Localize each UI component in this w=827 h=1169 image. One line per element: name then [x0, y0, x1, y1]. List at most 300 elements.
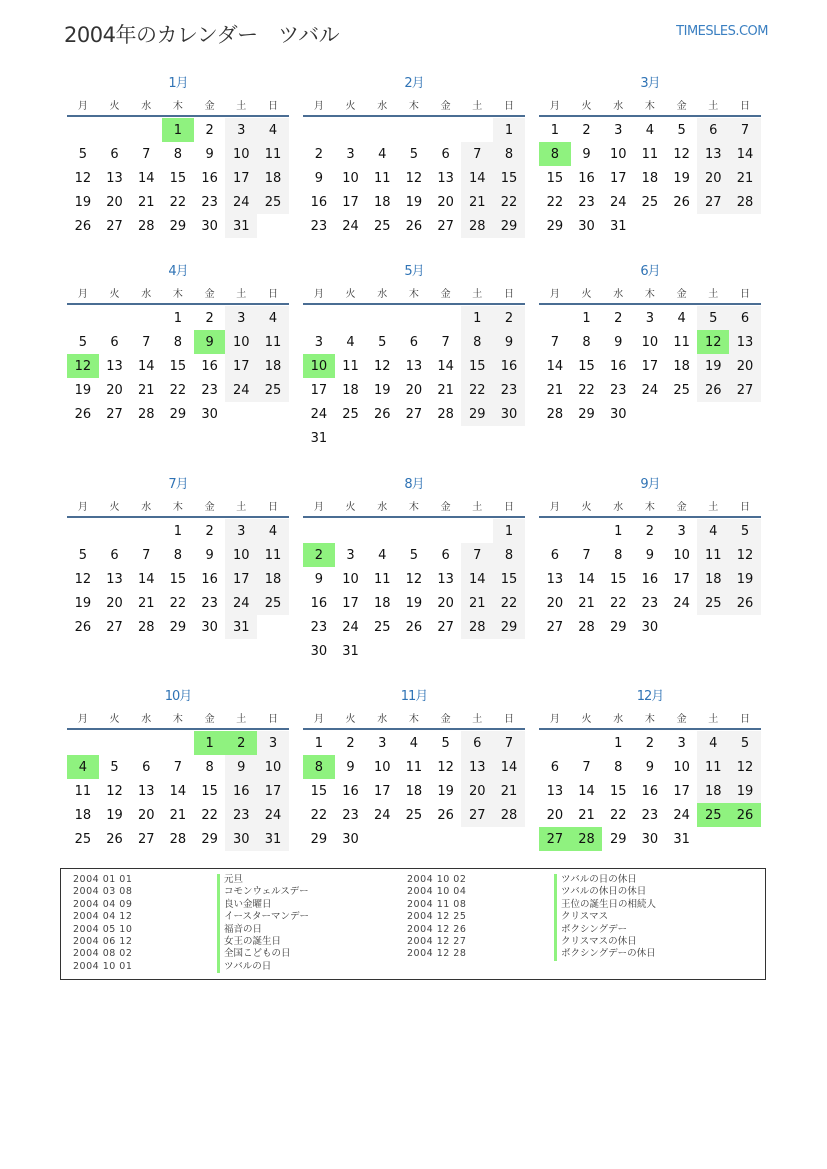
day-cell[interactable]: 28 [137, 218, 155, 234]
day-cell[interactable]: 3 [225, 306, 257, 330]
day-cell[interactable]: 29 [169, 406, 187, 422]
day-cell[interactable]: 9 [205, 547, 214, 563]
day-cell[interactable]: 16 [493, 354, 525, 378]
day-cell[interactable]: 22 [201, 807, 218, 823]
day-cell[interactable]: 14 [461, 567, 493, 591]
day-cell[interactable]: 18 [697, 567, 729, 591]
day-cell[interactable]: 18 [373, 595, 391, 611]
day-cell[interactable]: 23 [493, 378, 525, 402]
day-cell[interactable]: 21 [437, 382, 454, 398]
day-cell[interactable]: 7 [493, 731, 525, 755]
day-cell[interactable]: 4 [257, 118, 289, 142]
day-cell[interactable]: 30 [201, 218, 218, 234]
day-cell[interactable]: 20 [137, 807, 155, 823]
day-cell[interactable]: 16 [310, 595, 328, 611]
day-cell[interactable]: 23 [310, 218, 328, 234]
day-cell[interactable]: 30 [225, 827, 257, 851]
day-cell[interactable]: 2 [346, 735, 355, 751]
day-cell[interactable]: 20 [405, 382, 423, 398]
day-cell[interactable]: 7 [142, 547, 151, 563]
day-cell[interactable]: 29 [578, 406, 595, 422]
day-cell[interactable]: 13 [697, 142, 729, 166]
day-cell[interactable]: 5 [78, 146, 87, 162]
day-cell[interactable]: 29 [169, 218, 187, 234]
day-cell[interactable]: 16 [201, 571, 218, 587]
day-cell[interactable]: 17 [225, 166, 257, 190]
day-cell[interactable]: 2 [493, 306, 525, 330]
day-cell[interactable]: 23 [609, 382, 627, 398]
day-cell[interactable]: 13 [106, 571, 123, 587]
day-cell[interactable]: 17 [225, 354, 257, 378]
day-cell[interactable]: 17 [641, 358, 659, 374]
day-cell[interactable]: 21 [461, 190, 493, 214]
day-cell[interactable]: 21 [493, 779, 525, 803]
day-cell[interactable]: 19 [405, 194, 423, 210]
day-cell[interactable]: 21 [137, 595, 155, 611]
day-cell[interactable]: 4 [409, 735, 419, 751]
day-cell[interactable]: 2 [205, 310, 214, 326]
day-cell[interactable]: 10 [257, 755, 289, 779]
day-cell[interactable]: 14 [461, 166, 493, 190]
day-cell[interactable]: 6 [697, 118, 729, 142]
day-cell[interactable]: 22 [461, 378, 493, 402]
day-cell[interactable]: 25 [641, 194, 659, 210]
day-cell[interactable]: 3 [677, 735, 686, 751]
day-cell[interactable]: 14 [137, 170, 155, 186]
day-cell[interactable]: 6 [110, 146, 119, 162]
day-cell[interactable]: 9 [493, 330, 525, 354]
day-cell[interactable]: 17 [225, 567, 257, 591]
day-cell[interactable]: 19 [74, 595, 92, 611]
day-cell[interactable]: 5 [78, 547, 87, 563]
day-cell[interactable]: 5 [78, 334, 87, 350]
day-cell[interactable]: 13 [546, 571, 564, 587]
day-cell[interactable]: 15 [578, 358, 595, 374]
day-cell[interactable]: 18 [697, 779, 729, 803]
day-cell[interactable]: 18 [373, 194, 391, 210]
day-cell[interactable]: 16 [310, 194, 328, 210]
day-cell[interactable]: 9 [314, 170, 323, 186]
day-cell[interactable]: 7 [550, 334, 559, 350]
day-cell[interactable]: 11 [641, 146, 659, 162]
day-cell[interactable]: 11 [74, 783, 92, 799]
day-cell[interactable]: 26 [729, 803, 761, 827]
day-cell[interactable]: 10 [225, 330, 257, 354]
day-cell[interactable]: 31 [673, 831, 690, 847]
day-cell[interactable]: 17 [342, 595, 359, 611]
day-cell[interactable]: 28 [578, 619, 595, 635]
day-cell[interactable]: 15 [493, 166, 525, 190]
day-cell[interactable]: 29 [493, 615, 525, 639]
day-cell[interactable]: 20 [697, 166, 729, 190]
day-cell[interactable]: 11 [673, 334, 690, 350]
day-cell[interactable]: 23 [201, 382, 218, 398]
day-cell[interactable]: 11 [257, 330, 289, 354]
day-cell[interactable]: 10 [373, 759, 391, 775]
day-cell[interactable]: 22 [169, 595, 187, 611]
day-cell[interactable]: 22 [310, 807, 328, 823]
day-cell[interactable]: 17 [310, 382, 328, 398]
day-cell[interactable]: 25 [373, 218, 391, 234]
day-cell[interactable]: 22 [493, 190, 525, 214]
day-cell[interactable]: 31 [342, 643, 359, 659]
day-cell[interactable]: 25 [697, 803, 729, 827]
day-cell[interactable]: 3 [257, 731, 289, 755]
day-cell[interactable]: 12 [437, 759, 454, 775]
day-cell[interactable]: 23 [641, 595, 659, 611]
day-cell[interactable]: 16 [201, 358, 218, 374]
day-cell[interactable]: 2 [303, 543, 335, 567]
day-cell[interactable]: 1 [614, 735, 623, 751]
day-cell[interactable]: 20 [546, 595, 564, 611]
day-cell[interactable]: 3 [378, 735, 387, 751]
day-cell[interactable]: 10 [342, 571, 359, 587]
day-cell[interactable]: 24 [609, 194, 627, 210]
day-cell[interactable]: 4 [257, 306, 289, 330]
day-cell[interactable]: 6 [729, 306, 761, 330]
day-cell[interactable]: 28 [546, 406, 564, 422]
day-cell[interactable]: 20 [729, 354, 761, 378]
day-cell[interactable]: 20 [106, 595, 123, 611]
day-cell[interactable]: 9 [314, 571, 323, 587]
day-cell[interactable]: 3 [225, 519, 257, 543]
day-cell[interactable]: 26 [405, 218, 423, 234]
day-cell[interactable]: 14 [137, 571, 155, 587]
day-cell[interactable]: 5 [441, 735, 450, 751]
day-cell[interactable]: 14 [578, 783, 595, 799]
day-cell[interactable]: 4 [346, 334, 355, 350]
day-cell[interactable]: 5 [409, 146, 419, 162]
day-cell[interactable]: 14 [137, 358, 155, 374]
day-cell[interactable]: 20 [546, 807, 564, 823]
day-cell[interactable]: 8 [173, 334, 183, 350]
day-cell[interactable]: 27 [539, 827, 571, 851]
day-cell[interactable]: 16 [578, 170, 595, 186]
day-cell[interactable]: 3 [314, 334, 323, 350]
day-cell[interactable]: 7 [461, 142, 493, 166]
day-cell[interactable]: 21 [546, 382, 564, 398]
day-cell[interactable]: 31 [310, 430, 328, 446]
day-cell[interactable]: 11 [373, 571, 391, 587]
day-cell[interactable]: 22 [609, 595, 627, 611]
day-cell[interactable]: 10 [225, 142, 257, 166]
day-cell[interactable]: 24 [641, 382, 659, 398]
day-cell[interactable]: 17 [342, 194, 359, 210]
day-cell[interactable]: 11 [257, 142, 289, 166]
day-cell[interactable]: 14 [546, 358, 564, 374]
day-cell[interactable]: 5 [729, 519, 761, 543]
day-cell[interactable]: 21 [461, 591, 493, 615]
day-cell[interactable]: 11 [697, 755, 729, 779]
day-cell[interactable]: 15 [201, 783, 218, 799]
day-cell[interactable]: 26 [437, 807, 454, 823]
day-cell[interactable]: 19 [74, 194, 92, 210]
day-cell[interactable]: 7 [729, 118, 761, 142]
day-cell[interactable]: 8 [614, 759, 623, 775]
day-cell[interactable]: 3 [677, 523, 686, 539]
day-cell[interactable]: 15 [461, 354, 493, 378]
day-cell[interactable]: 8 [493, 142, 525, 166]
day-cell[interactable]: 10 [609, 146, 627, 162]
day-cell[interactable]: 27 [106, 406, 123, 422]
day-cell[interactable]: 26 [74, 619, 92, 635]
day-cell[interactable]: 12 [67, 354, 99, 378]
day-cell[interactable]: 23 [201, 194, 218, 210]
day-cell[interactable]: 11 [342, 358, 359, 374]
day-cell[interactable]: 1 [493, 519, 525, 543]
day-cell[interactable]: 24 [225, 378, 257, 402]
day-cell[interactable]: 15 [169, 358, 187, 374]
day-cell[interactable]: 19 [729, 779, 761, 803]
day-cell[interactable]: 24 [373, 807, 391, 823]
day-cell[interactable]: 27 [106, 218, 123, 234]
day-cell[interactable]: 23 [310, 619, 328, 635]
day-cell[interactable]: 18 [74, 807, 92, 823]
day-cell[interactable]: 10 [342, 170, 359, 186]
day-cell[interactable]: 7 [142, 334, 151, 350]
day-cell[interactable]: 6 [461, 731, 493, 755]
day-cell[interactable]: 13 [137, 783, 155, 799]
day-cell[interactable]: 4 [67, 755, 99, 779]
day-cell[interactable]: 5 [409, 547, 419, 563]
day-cell[interactable]: 13 [437, 170, 454, 186]
day-cell[interactable]: 22 [546, 194, 564, 210]
day-cell[interactable]: 6 [110, 334, 119, 350]
day-cell[interactable]: 6 [409, 334, 419, 350]
day-cell[interactable]: 27 [437, 218, 454, 234]
day-cell[interactable]: 31 [257, 827, 289, 851]
day-cell[interactable]: 25 [342, 406, 359, 422]
day-cell[interactable]: 20 [437, 595, 454, 611]
day-cell[interactable]: 27 [106, 619, 123, 635]
day-cell[interactable]: 2 [645, 735, 655, 751]
day-cell[interactable]: 9 [205, 146, 214, 162]
day-cell[interactable]: 17 [673, 783, 690, 799]
day-cell[interactable]: 13 [437, 571, 454, 587]
day-cell[interactable]: 9 [346, 759, 355, 775]
day-cell[interactable]: 14 [578, 571, 595, 587]
day-cell[interactable]: 7 [441, 334, 450, 350]
day-cell[interactable]: 13 [461, 755, 493, 779]
day-cell[interactable]: 14 [493, 755, 525, 779]
day-cell[interactable]: 1 [550, 122, 559, 138]
day-cell[interactable]: 13 [405, 358, 423, 374]
day-cell[interactable]: 7 [582, 759, 591, 775]
day-cell[interactable]: 22 [493, 591, 525, 615]
day-cell[interactable]: 27 [729, 378, 761, 402]
day-cell[interactable]: 24 [225, 591, 257, 615]
day-cell[interactable]: 24 [673, 807, 690, 823]
day-cell[interactable]: 23 [225, 803, 257, 827]
day-cell[interactable]: 2 [645, 523, 655, 539]
day-cell[interactable]: 8 [461, 330, 493, 354]
day-cell[interactable]: 13 [106, 170, 123, 186]
day-cell[interactable]: 22 [169, 194, 187, 210]
day-cell[interactable]: 29 [546, 218, 564, 234]
day-cell[interactable]: 24 [257, 803, 289, 827]
day-cell[interactable]: 25 [673, 382, 690, 398]
day-cell[interactable]: 29 [201, 831, 218, 847]
day-cell[interactable]: 6 [110, 547, 119, 563]
day-cell[interactable]: 18 [257, 567, 289, 591]
site-logo[interactable]: TIMESLES.COM [676, 24, 768, 39]
day-cell[interactable]: 28 [461, 214, 493, 238]
day-cell[interactable]: 6 [142, 759, 151, 775]
day-cell[interactable]: 15 [310, 783, 328, 799]
day-cell[interactable]: 24 [225, 190, 257, 214]
day-cell[interactable]: 14 [729, 142, 761, 166]
day-cell[interactable]: 25 [373, 619, 391, 635]
day-cell[interactable]: 21 [137, 382, 155, 398]
day-cell[interactable]: 27 [697, 190, 729, 214]
day-cell[interactable]: 12 [729, 543, 761, 567]
day-cell[interactable]: 30 [578, 218, 595, 234]
day-cell[interactable]: 15 [609, 571, 627, 587]
day-cell[interactable]: 19 [405, 595, 423, 611]
day-cell[interactable]: 18 [673, 358, 690, 374]
day-cell[interactable]: 15 [493, 567, 525, 591]
day-cell[interactable]: 19 [74, 382, 92, 398]
day-cell[interactable]: 20 [437, 194, 454, 210]
day-cell[interactable]: 8 [614, 547, 623, 563]
day-cell[interactable]: 7 [461, 543, 493, 567]
day-cell[interactable]: 19 [373, 382, 391, 398]
day-cell[interactable]: 11 [697, 543, 729, 567]
day-cell[interactable]: 16 [201, 170, 218, 186]
day-cell[interactable]: 1 [194, 731, 226, 755]
day-cell[interactable]: 7 [582, 547, 591, 563]
day-cell[interactable]: 17 [257, 779, 289, 803]
day-cell[interactable]: 26 [74, 406, 92, 422]
day-cell[interactable]: 2 [225, 731, 257, 755]
day-cell[interactable]: 20 [106, 194, 123, 210]
day-cell[interactable]: 1 [162, 118, 194, 142]
day-cell[interactable]: 3 [225, 118, 257, 142]
day-cell[interactable]: 26 [405, 619, 423, 635]
day-cell[interactable]: 28 [137, 619, 155, 635]
day-cell[interactable]: 2 [582, 122, 591, 138]
day-cell[interactable]: 25 [697, 591, 729, 615]
day-cell[interactable]: 4 [378, 146, 387, 162]
day-cell[interactable]: 30 [310, 643, 328, 659]
day-cell[interactable]: 8 [303, 755, 335, 779]
day-cell[interactable]: 6 [441, 547, 450, 563]
day-cell[interactable]: 9 [645, 547, 655, 563]
day-cell[interactable]: 26 [673, 194, 690, 210]
day-cell[interactable]: 16 [609, 358, 627, 374]
day-cell[interactable]: 12 [74, 170, 92, 186]
day-cell[interactable]: 30 [641, 619, 659, 635]
day-cell[interactable]: 23 [641, 807, 659, 823]
day-cell[interactable]: 31 [225, 615, 257, 639]
day-cell[interactable]: 1 [314, 735, 323, 751]
day-cell[interactable]: 4 [257, 519, 289, 543]
day-cell[interactable]: 12 [697, 330, 729, 354]
day-cell[interactable]: 2 [614, 310, 623, 326]
day-cell[interactable]: 12 [673, 146, 690, 162]
day-cell[interactable]: 6 [550, 547, 559, 563]
day-cell[interactable]: 23 [578, 194, 595, 210]
day-cell[interactable]: 19 [697, 354, 729, 378]
day-cell[interactable]: 8 [173, 547, 183, 563]
day-cell[interactable]: 8 [493, 543, 525, 567]
day-cell[interactable]: 12 [106, 783, 123, 799]
day-cell[interactable]: 16 [225, 779, 257, 803]
day-cell[interactable]: 28 [169, 831, 187, 847]
day-cell[interactable]: 30 [342, 831, 359, 847]
day-cell[interactable]: 12 [729, 755, 761, 779]
day-cell[interactable]: 25 [257, 591, 289, 615]
day-cell[interactable]: 9 [194, 330, 226, 354]
day-cell[interactable]: 26 [106, 831, 123, 847]
day-cell[interactable]: 25 [257, 378, 289, 402]
day-cell[interactable]: 9 [582, 146, 591, 162]
day-cell[interactable]: 18 [342, 382, 359, 398]
day-cell[interactable]: 15 [609, 783, 627, 799]
day-cell[interactable]: 19 [106, 807, 123, 823]
day-cell[interactable]: 26 [729, 591, 761, 615]
day-cell[interactable]: 22 [609, 807, 627, 823]
day-cell[interactable]: 27 [405, 406, 423, 422]
day-cell[interactable]: 18 [257, 354, 289, 378]
day-cell[interactable]: 16 [641, 783, 659, 799]
day-cell[interactable]: 6 [441, 146, 450, 162]
day-cell[interactable]: 28 [137, 406, 155, 422]
day-cell[interactable]: 29 [461, 402, 493, 426]
day-cell[interactable]: 29 [609, 619, 627, 635]
day-cell[interactable]: 12 [74, 571, 92, 587]
day-cell[interactable]: 8 [539, 142, 571, 166]
day-cell[interactable]: 8 [582, 334, 591, 350]
day-cell[interactable]: 19 [729, 567, 761, 591]
day-cell[interactable]: 23 [342, 807, 359, 823]
day-cell[interactable]: 4 [697, 731, 729, 755]
day-cell[interactable]: 26 [697, 378, 729, 402]
day-cell[interactable]: 1 [493, 118, 525, 142]
day-cell[interactable]: 1 [461, 306, 493, 330]
day-cell[interactable]: 25 [405, 807, 423, 823]
day-cell[interactable]: 11 [373, 170, 391, 186]
day-cell[interactable]: 27 [137, 831, 155, 847]
day-cell[interactable]: 30 [201, 406, 218, 422]
day-cell[interactable]: 16 [342, 783, 359, 799]
day-cell[interactable]: 5 [729, 731, 761, 755]
day-cell[interactable]: 21 [137, 194, 155, 210]
day-cell[interactable]: 20 [106, 382, 123, 398]
day-cell[interactable]: 26 [373, 406, 391, 422]
day-cell[interactable]: 12 [373, 358, 391, 374]
day-cell[interactable]: 22 [169, 382, 187, 398]
day-cell[interactable]: 13 [106, 358, 123, 374]
day-cell[interactable]: 2 [314, 146, 323, 162]
day-cell[interactable]: 10 [641, 334, 659, 350]
day-cell[interactable]: 1 [173, 310, 183, 326]
day-cell[interactable]: 3 [645, 310, 655, 326]
day-cell[interactable]: 24 [342, 619, 359, 635]
day-cell[interactable]: 24 [342, 218, 359, 234]
day-cell[interactable]: 23 [201, 595, 218, 611]
day-cell[interactable]: 21 [169, 807, 187, 823]
day-cell[interactable]: 25 [257, 190, 289, 214]
day-cell[interactable]: 12 [405, 571, 423, 587]
day-cell[interactable]: 3 [346, 547, 355, 563]
day-cell[interactable]: 24 [673, 595, 690, 611]
day-cell[interactable]: 7 [142, 146, 151, 162]
day-cell[interactable]: 28 [571, 827, 603, 851]
day-cell[interactable]: 8 [205, 759, 214, 775]
day-cell[interactable]: 30 [493, 402, 525, 426]
day-cell[interactable]: 20 [461, 779, 493, 803]
